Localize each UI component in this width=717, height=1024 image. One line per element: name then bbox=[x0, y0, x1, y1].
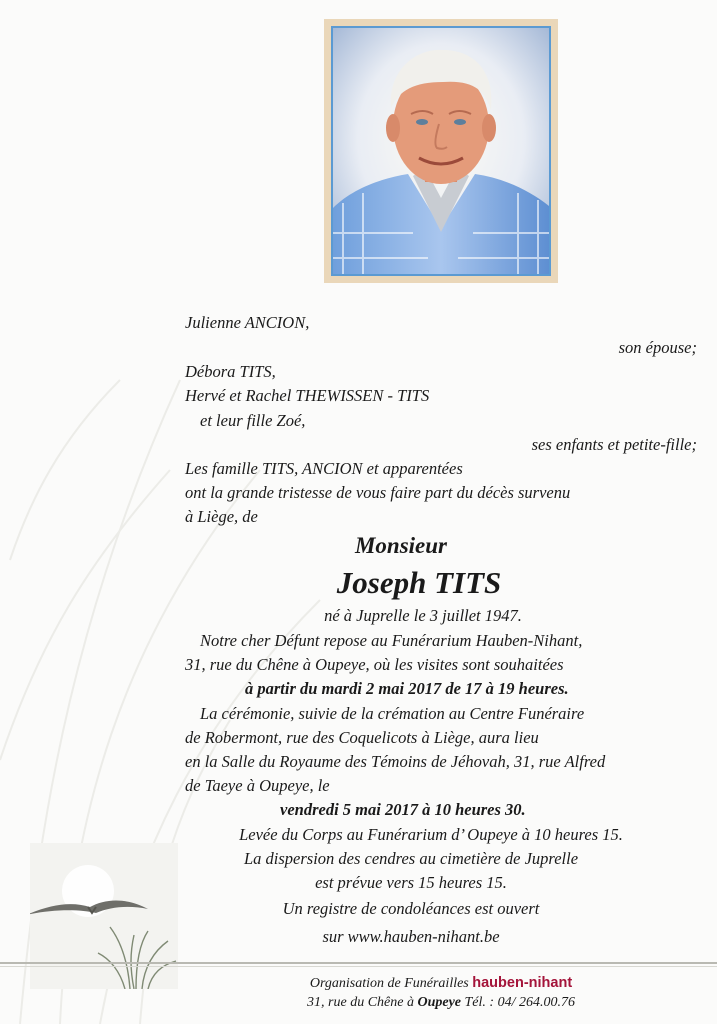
bird-decoration bbox=[30, 843, 178, 989]
rest-line-2: 31, rue du Chêne à Oupeye, où les visites sont souhaitées bbox=[185, 655, 564, 674]
dispersion-line-1: La dispersion des cendres au cimetière de Juprelle bbox=[243, 849, 579, 868]
grandchild-name: et leur fille Zoé, bbox=[200, 411, 306, 430]
register-line-1: Un registre de condoléances est ouvert bbox=[282, 899, 540, 918]
ceremony-line-3: en la Salle du Royaume des Témoins de Jéhovah, 31, rue Alfred bbox=[185, 752, 606, 771]
register-line-2: sur www.hauben-nihant.be bbox=[322, 927, 500, 946]
spouse-role: son épouse; bbox=[618, 338, 697, 357]
portrait-photo bbox=[331, 26, 551, 276]
children-role: ses enfants et petite-fille; bbox=[531, 435, 697, 454]
deceased-name: Joseph TITS bbox=[336, 565, 502, 600]
brand-logo-text: hauben-nihant bbox=[472, 975, 573, 991]
ceremony-line-2: de Robermont, rue des Coquelicots à Liège, aura lieu bbox=[185, 728, 539, 747]
footer-phone: Tél. : 04/ 264.00.76 bbox=[464, 995, 575, 1010]
footer-address bbox=[185, 995, 697, 1011]
spouse-name: Julienne ANCION, bbox=[185, 313, 310, 332]
levee-line: Levée du Corps au Funérarium d’ Oupeye à 10 heures 15. bbox=[239, 825, 623, 844]
footer-town: Oupeye bbox=[417, 995, 462, 1010]
child-name-2: Hervé et Rachel THEWISSEN - TITS bbox=[185, 386, 430, 405]
birth-info: né à Juprelle le 3 juillet 1947. bbox=[324, 606, 522, 625]
footer-divider-thin bbox=[0, 966, 717, 967]
footer-divider bbox=[0, 962, 717, 964]
rest-line-1: Notre cher Défunt repose au Funérarium Hauben-Nihant, bbox=[200, 631, 583, 650]
footer-org-prefix: Organisation de Funérailles bbox=[309, 976, 469, 991]
families-line: Les famille TITS, ANCION et apparentées bbox=[185, 459, 463, 478]
child-name-1: Débora TITS, bbox=[185, 362, 276, 381]
announcement-line-1: ont la grande tristesse de vous faire part du décès survenu bbox=[185, 483, 571, 502]
portrait-frame bbox=[324, 19, 558, 283]
deceased-title: Monsieur bbox=[354, 533, 448, 558]
dispersion-line-2: est prévue vers 15 heures 15. bbox=[315, 873, 507, 892]
ceremony-date: vendredi 5 mai 2017 à 10 heures 30. bbox=[280, 800, 526, 819]
announcement-line-2: à Liège, de bbox=[185, 507, 258, 526]
ceremony-line-1: La cérémonie, suivie de la crémation au Centre Funéraire bbox=[200, 704, 585, 723]
ceremony-line-4: de Taeye à Oupeye, le bbox=[185, 776, 330, 795]
visit-times: à partir du mardi 2 mai 2017 de 17 à 19 heures. bbox=[245, 679, 569, 698]
footer-address-prefix: 31, rue du Chêne à bbox=[307, 995, 414, 1010]
footer-organisation bbox=[185, 975, 697, 992]
